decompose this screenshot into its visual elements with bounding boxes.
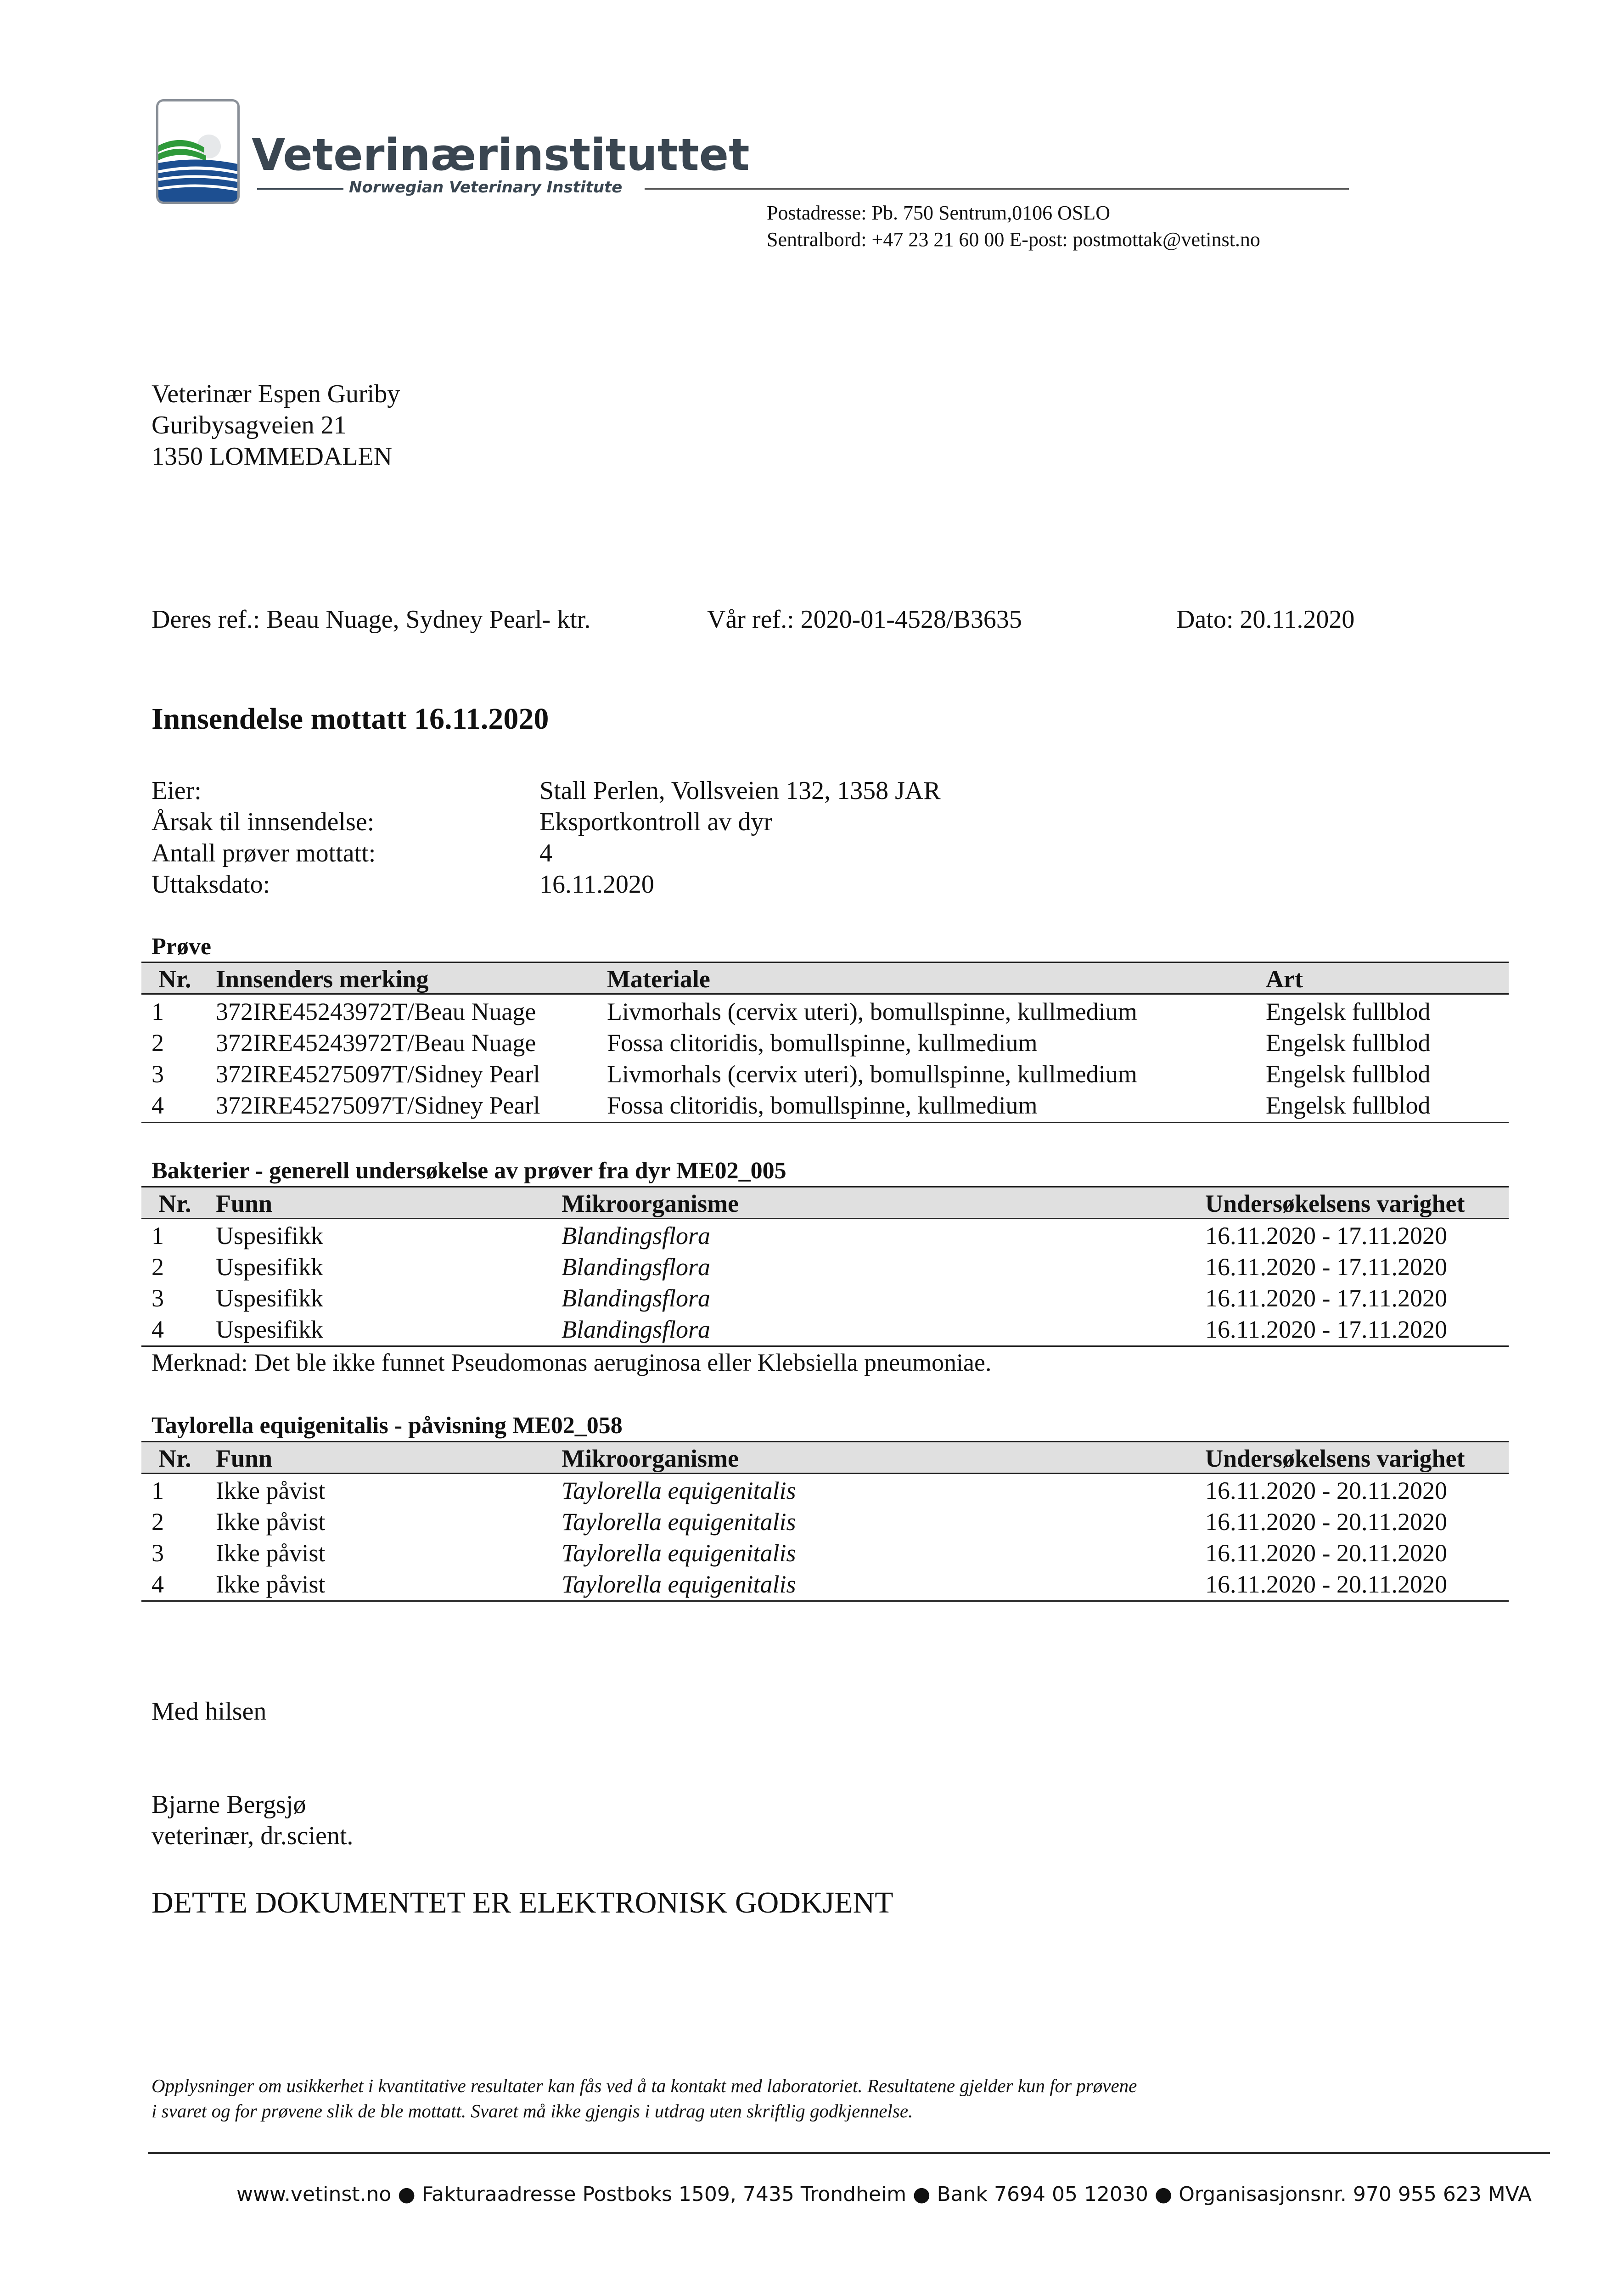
column-header: Art [1266,965,1303,993]
taylorella-table-title: Taylorella equigenitalis - påvisning ME02_058 [152,1412,623,1439]
cell-nr: 4 [152,1316,164,1343]
table-bottom-rule [141,1122,1509,1123]
submission-title: Innsendelse mottatt 16.11.2020 [152,702,549,736]
cell-species: Engelsk fullblod [1266,998,1431,1025]
column-header: Materiale [607,965,710,993]
column-header: Nr. [158,1190,191,1217]
bacteria-table-title: Bakterier - generell undersøkelse av prøver fra dyr ME02_005 [152,1158,786,1184]
cell-finding: Uspesifikk [216,1316,323,1343]
cell-nr: 3 [152,1284,164,1312]
disclaimer-line-1: Opplysninger om usikkerhet i kvantitative resultater kan fås ved å ta kontakt med laboratoriet. Resultatene gjelder kun for prøvene [152,2075,1137,2096]
greeting: Med hilsen [152,1697,267,1726]
cell-organism: Taylorella equigenitalis [562,1570,796,1598]
cell-nr: 3 [152,1539,164,1567]
column-header: Funn [216,1190,273,1217]
switchboard-contact: Sentralbord: +47 23 21 60 00 E-post: postmottak@vetinst.no [767,228,1260,251]
signer-name: Bjarne Bergsjø [152,1790,306,1819]
cell-nr: 2 [152,1508,164,1536]
cell-material: Livmorhals (cervix uteri), bomullspinne, kullmedium [607,1060,1137,1088]
cell-material: Livmorhals (cervix uteri), bomullspinne, kullmedium [607,998,1137,1025]
cell-nr: 1 [152,998,164,1025]
field-value: Stall Perlen, Vollsveien 132, 1358 JAR [539,777,941,805]
cell-species: Engelsk fullblod [1266,1092,1431,1119]
field-label: Eier: [152,777,202,805]
column-header: Innsenders merking [216,965,429,993]
org-subtitle: Norwegian Veterinary Institute [349,178,623,197]
bacteria-note: Merknad: Det ble ikke funnet Pseudomonas aeruginosa eller Klebsiella pneumoniae. [152,1349,992,1376]
cell-nr: 1 [152,1477,164,1504]
cell-nr: 3 [152,1060,164,1088]
cell-marking: 372IRE45275097T/Sidney Pearl [216,1092,540,1119]
cell-nr: 4 [152,1570,164,1598]
cell-species: Engelsk fullblod [1266,1029,1431,1057]
sample-table-title: Prøve [152,934,211,960]
field-value: 4 [539,839,552,867]
recipient-line-3: 1350 LOMMEDALEN [152,442,393,471]
cell-duration: 16.11.2020 - 20.11.2020 [1205,1508,1447,1536]
logo-divider [257,188,343,190]
column-header: Mikroorganisme [562,1190,739,1217]
disclaimer-line-2: i svaret og for prøvene slik de ble mottatt. Svaret må ikke gjengis i utdrag uten skriftlig godkjennelse. [152,2100,913,2122]
cell-finding: Uspesifikk [216,1222,323,1249]
recipient-line-1: Veterinær Espen Guriby [152,380,400,408]
column-header: Funn [216,1445,273,1472]
cell-species: Engelsk fullblod [1266,1060,1431,1088]
document-date: Dato: 20.11.2020 [1176,605,1355,634]
cell-finding: Uspesifikk [216,1284,323,1312]
cell-finding: Ikke påvist [216,1570,326,1598]
cell-nr: 2 [152,1029,164,1057]
field-label: Uttaksdato: [152,870,270,899]
footer-contact: www.vetinst.no ● Fakturaadresse Postboks 1509, 7435 Trondheim ● Bank 7694 05 12030 ● Organisasjonsnr. 970 955 623 MVA [236,2183,1532,2206]
cell-organism: Taylorella equigenitalis [562,1539,796,1567]
cell-duration: 16.11.2020 - 17.11.2020 [1205,1284,1447,1312]
column-header: Undersøkelsens varighet [1205,1445,1465,1472]
field-value: Eksportkontroll av dyr [539,808,773,836]
cell-finding: Uspesifikk [216,1253,323,1281]
cell-organism: Blandingsflora [562,1222,711,1249]
cell-material: Fossa clitoridis, bomullspinne, kullmedium [607,1029,1038,1057]
cell-material: Fossa clitoridis, bomullspinne, kullmedium [607,1092,1038,1119]
table-bottom-rule [141,1345,1509,1347]
column-header: Mikroorganisme [562,1445,739,1472]
cell-organism: Blandingsflora [562,1316,711,1343]
cell-nr: 1 [152,1222,164,1249]
field-label: Årsak til innsendelse: [152,808,375,836]
logo-icon [156,99,240,204]
cell-duration: 16.11.2020 - 17.11.2020 [1205,1222,1447,1249]
org-name: Veterinærinstituttet [252,130,750,180]
cell-duration: 16.11.2020 - 20.11.2020 [1205,1477,1447,1504]
cell-finding: Ikke påvist [216,1508,326,1536]
cell-finding: Ikke påvist [216,1539,326,1567]
column-header: Nr. [158,965,191,993]
cell-organism: Taylorella equigenitalis [562,1508,796,1536]
cell-nr: 2 [152,1253,164,1281]
cell-finding: Ikke påvist [216,1477,326,1504]
cell-marking: 372IRE45243972T/Beau Nuage [216,998,536,1025]
cell-duration: 16.11.2020 - 20.11.2020 [1205,1570,1447,1598]
field-label: Antall prøver mottatt: [152,839,376,867]
your-reference: Deres ref.: Beau Nuage, Sydney Pearl- ktr. [152,605,591,634]
cell-nr: 4 [152,1092,164,1119]
postal-address: Postadresse: Pb. 750 Sentrum,0106 OSLO [767,202,1110,224]
cell-organism: Taylorella equigenitalis [562,1477,796,1504]
cell-organism: Blandingsflora [562,1284,711,1312]
cell-marking: 372IRE45243972T/Beau Nuage [216,1029,536,1057]
cell-duration: 16.11.2020 - 17.11.2020 [1205,1253,1447,1281]
field-value: 16.11.2020 [539,870,654,899]
cell-duration: 16.11.2020 - 17.11.2020 [1205,1316,1447,1343]
cell-marking: 372IRE45275097T/Sidney Pearl [216,1060,540,1088]
table-bottom-rule [141,1600,1509,1602]
our-reference: Vår ref.: 2020-01-4528/B3635 [707,605,1022,634]
approval-statement: DETTE DOKUMENTET ER ELEKTRONISK GODKJENT [152,1886,893,1919]
cell-organism: Blandingsflora [562,1253,711,1281]
signer-title: veterinær, dr.scient. [152,1822,354,1850]
column-header: Undersøkelsens varighet [1205,1190,1465,1217]
recipient-line-2: Guribysagveien 21 [152,411,347,439]
footer-rule [148,2152,1550,2154]
header-rule [645,188,1349,190]
column-header: Nr. [158,1445,191,1472]
cell-duration: 16.11.2020 - 20.11.2020 [1205,1539,1447,1567]
